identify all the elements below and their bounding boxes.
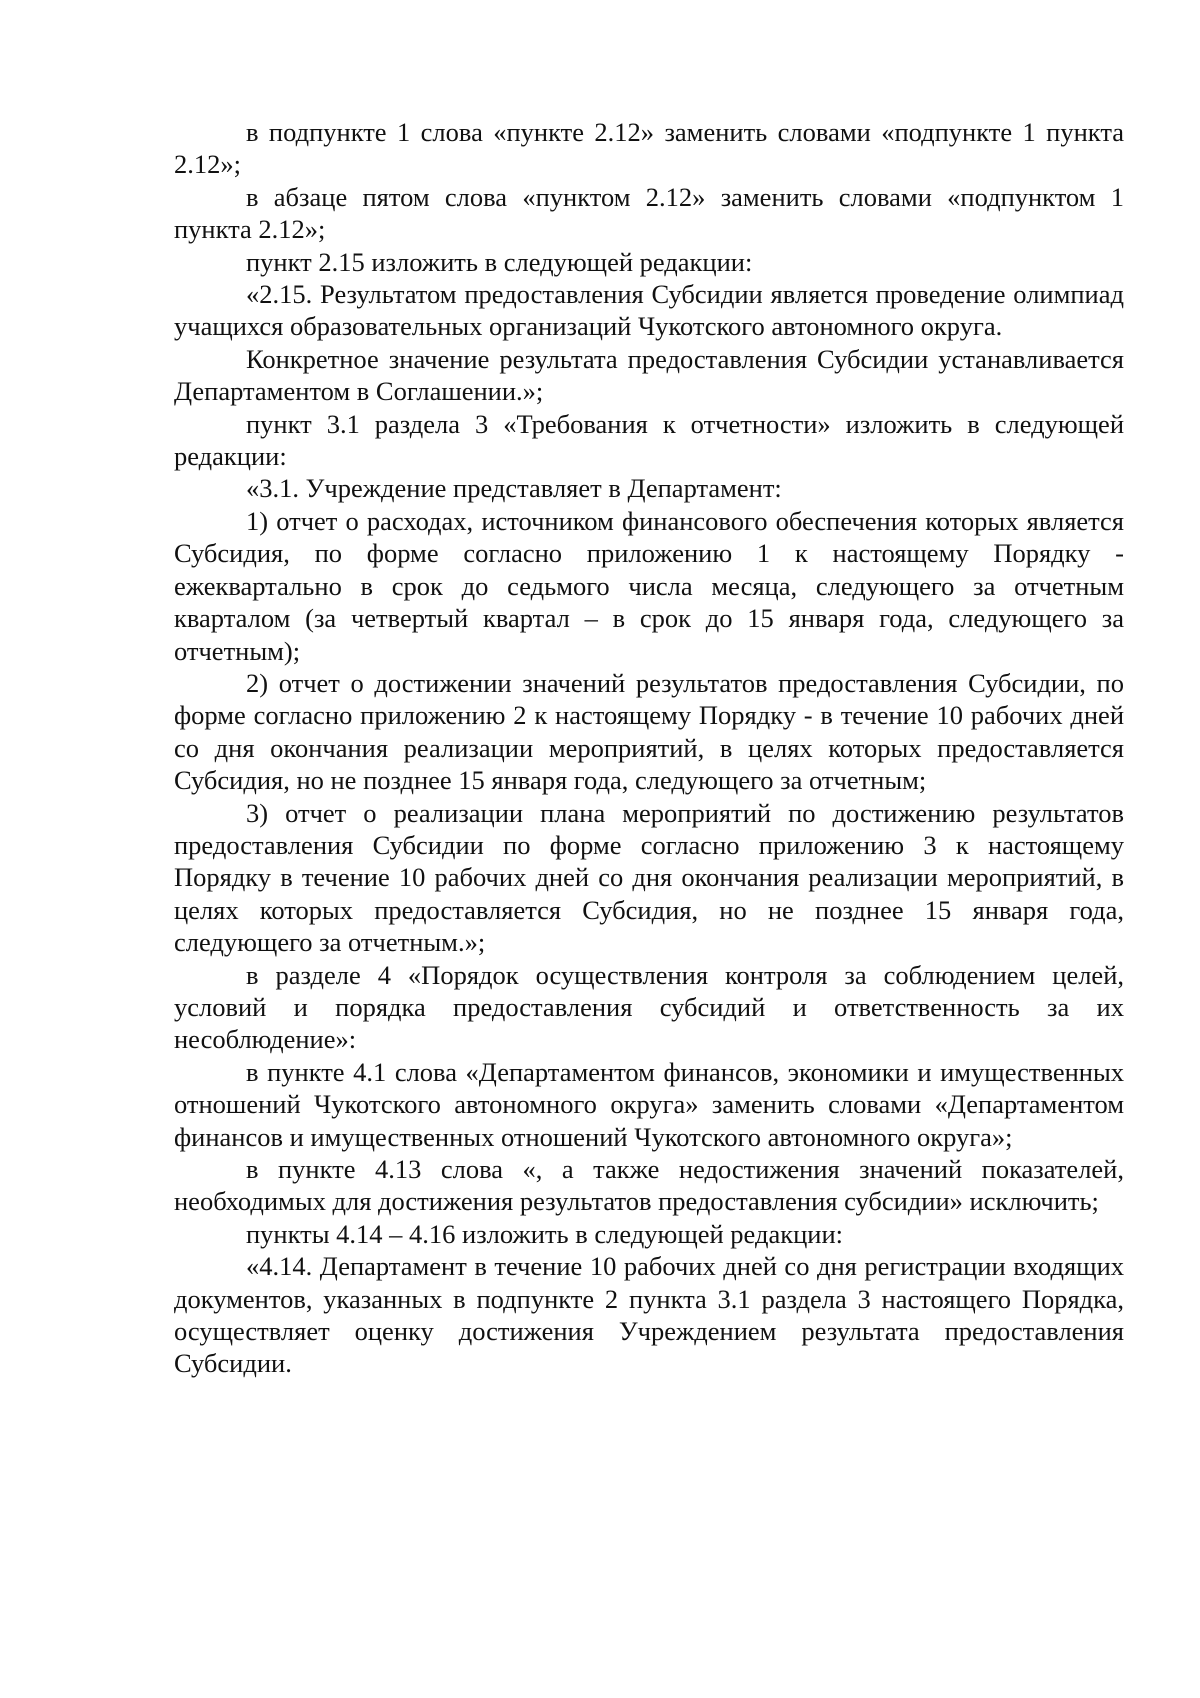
paragraph-report-2: 2) отчет о достижении значений результатов предоставления Субсидии, по форме согласно приложению 2 к настоящему Порядку - в течение 10 рабочих дней со дня окончания реализации мероприятий, в целях которых предоставляется Субсидия, но не позднее 15 января года, следующего за отчетным;	[174, 667, 1124, 796]
paragraph-subpoint-1-replacement: в подпункте 1 слова «пункте 2.12» заменить словами «подпункте 1 пункта 2.12»;	[174, 117, 1124, 180]
document-body	[174, 116, 1124, 1380]
paragraph-point-2-15-intro: пункт 2.15 изложить в следующей редакции:	[246, 246, 753, 277]
paragraph-section-4-intro: в разделе 4 «Порядок осуществления контроля за соблюдением целей, условий и порядка предоставления субсидий и ответственность за их несоблюдение»:	[174, 959, 1124, 1055]
paragraph-points-4-14-4-16-intro: пункты 4.14 – 4.16 изложить в следующей редакции:	[246, 1218, 844, 1249]
paragraph-report-3: 3) отчет о реализации плана мероприятий по достижению результатов предоставления Субсидии по форме согласно приложению 3 к настоящему Порядку в течение 10 рабочих дней со дня окончания реализации мероприятий, в целях которых предоставляется Субсидия, но не позднее 15 января года, следующего за отчетным.»;	[174, 797, 1124, 958]
paragraph-point-4-1: в пункте 4.1 слова «Департаментом финансов, экономики и имущественных отношений Чукотского автономного округа» заменить словами «Департаментом финансов и имущественных отношений Чукотского автономного округа»;	[174, 1056, 1124, 1152]
paragraph-report-1: 1) отчет о расходах, источником финансового обеспечения которых является Субсидия, по форме согласно приложению 1 к настоящему Порядку - ежеквартально в срок до седьмого числа месяца, следующего за отчетным кварталом (за четвертый квартал – в срок до 15 января года, следующего за отчетным);	[174, 505, 1124, 666]
paragraph-result-value: Конкретное значение результата предоставления Субсидии устанавливается Департаментом в Соглашении.»;	[174, 343, 1124, 407]
paragraph-point-4-14-text: «4.14. Департамент в течение 10 рабочих дней со дня регистрации входящих документов, указанных в подпункте 2 пункта 3.1 раздела 3 настоящего Порядка, осуществляет оценку достижения Учреждением результата предоставления Субсидии.	[174, 1251, 1124, 1379]
paragraph-point-3-1-text: «3.1. Учреждение представляет в Департамент:	[246, 473, 782, 504]
paragraph-point-2-15-text: «2.15. Результатом предоставления Субсидии является проведение олимпиад учащихся образовательных организаций Чукотского автономного округа.	[174, 279, 1124, 342]
paragraph-fifth-indent-replacement: в абзаце пятом слова «пунктом 2.12» заменить словами «подпунктом 1 пункта 2.12»;	[174, 181, 1124, 245]
paragraph-point-3-1-intro: пункт 3.1 раздела 3 «Требования к отчетности» изложить в следующей редакции:	[174, 408, 1124, 472]
paragraph-point-4-13: в пункте 4.13 слова «, а также недостижения значений показателей, необходимых для достижения результатов предоставления субсидии» исключить;	[174, 1154, 1124, 1217]
